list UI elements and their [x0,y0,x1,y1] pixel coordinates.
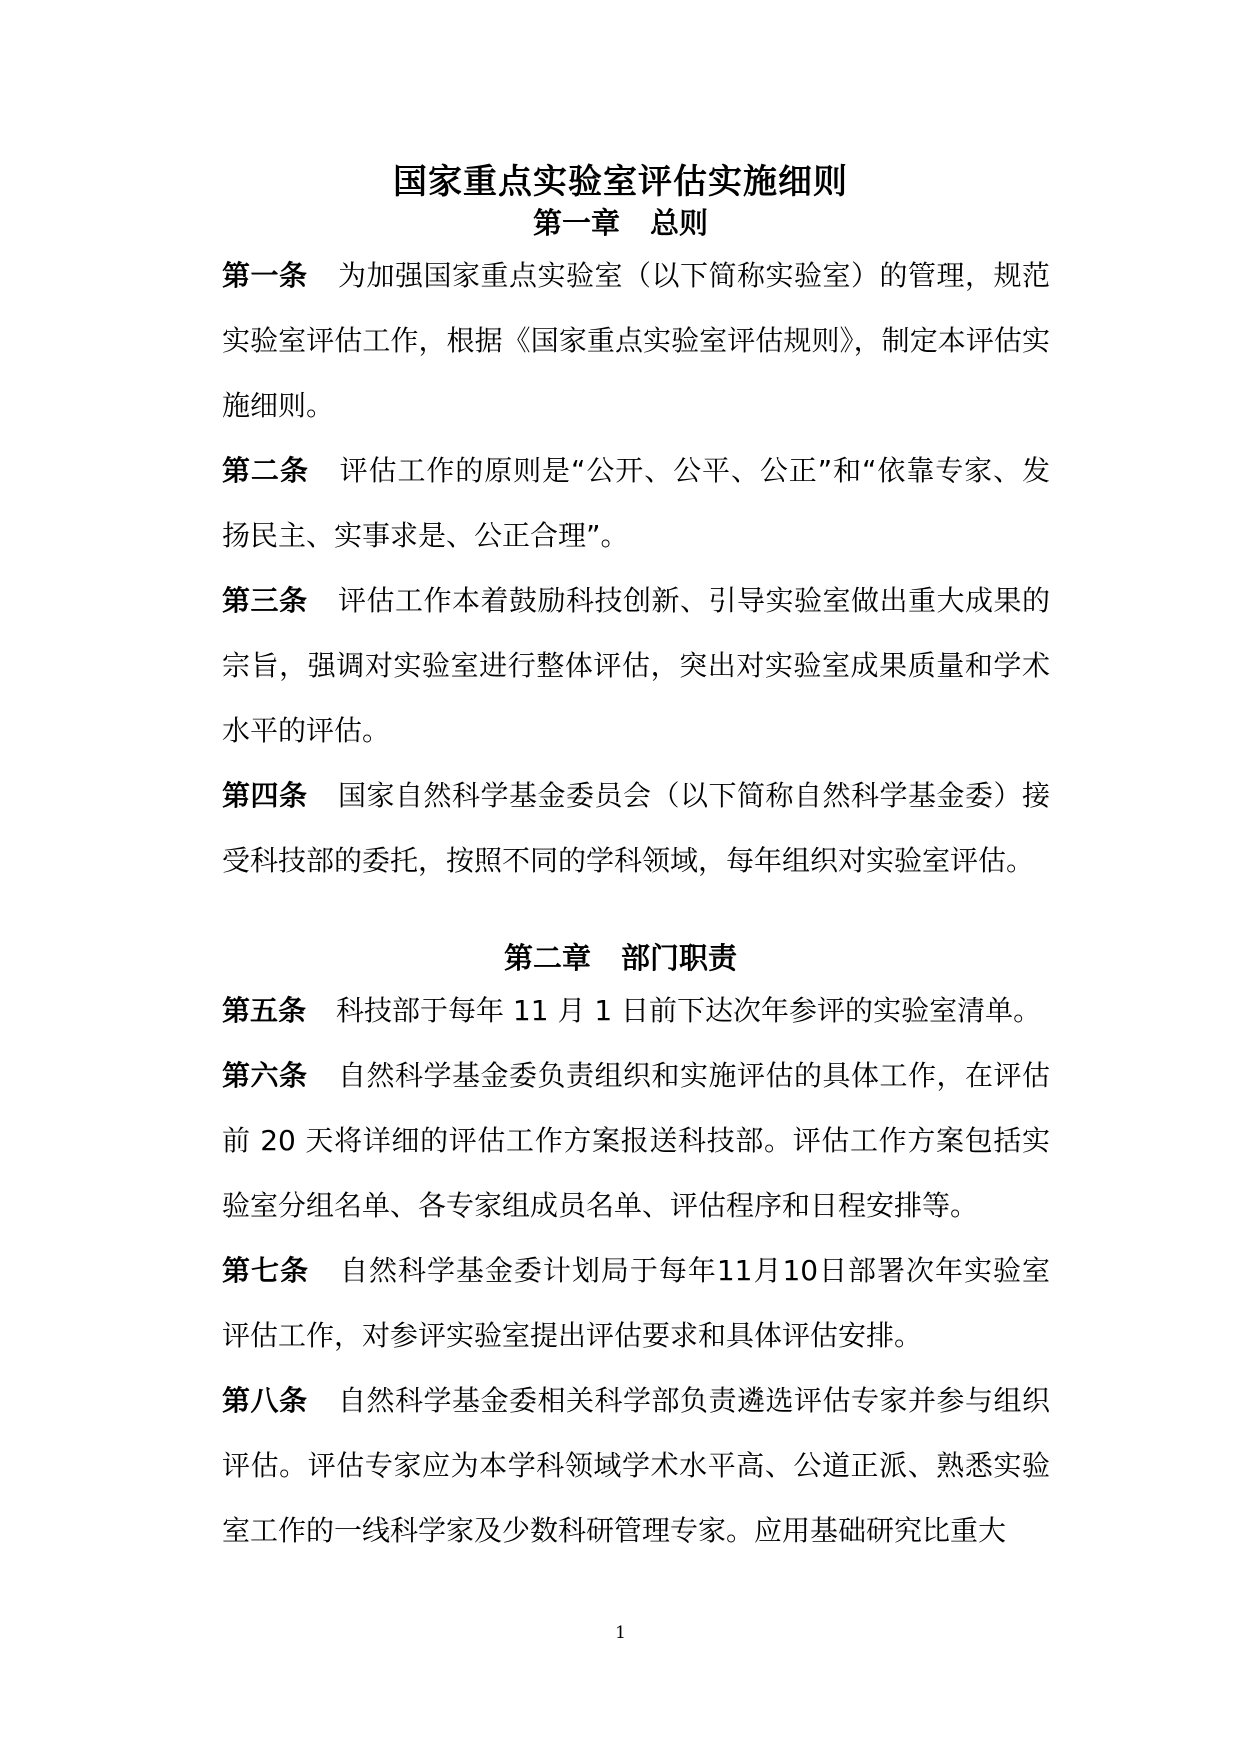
article-5-number: 第五条 [222,994,307,1027]
article-1 [222,243,1050,438]
chapter-2-heading [0,938,1241,978]
article-8 [222,1368,1050,1563]
article-3 [222,568,1050,763]
article-4-text: 国家自然科学基金委员会（以下简称自然科学基金委）接受科技部的委托，按照不同的学科领域，每年组织对实验室评估。 [222,779,1050,877]
article-6 [222,1043,1050,1238]
article-2-text: 评估工作的原则是“公开、公平、公正”和“依靠专家、发扬民主、实事求是、公正合理”。 [222,454,1050,552]
article-3-number: 第三条 [222,584,308,617]
chapter-1-name: 总则 [650,206,709,240]
article-2 [222,438,1050,568]
article-7 [222,1238,1050,1368]
article-1-number: 第一条 [222,259,308,292]
chapter-2-name: 部门职责 [621,941,738,975]
chapter-1-heading [0,203,1241,243]
page-number: 1 [615,1623,626,1643]
article-7-text: 自然科学基金委计划局于每年11月10日部署次年实验室评估工作，对参评实验室提出评估要求和具体评估安排。 [222,1254,1050,1352]
article-7-number: 第七条 [222,1254,309,1287]
chapter-1-number: 第一章 [532,206,620,240]
article-1-text: 为加强国家重点实验室（以下简称实验室）的管理，规范实验室评估工作，根据《国家重点实验室评估规则》，制定本评估实施细则。 [222,259,1050,422]
document-title: 国家重点实验室评估实施细则 [393,162,848,202]
article-4 [222,763,1050,893]
article-5 [222,978,1050,1043]
article-6-text: 自然科学基金委负责组织和实施评估的具体工作，在评估前 20 天将详细的评估工作方案报送科技部。评估工作方案包括实验室分组名单、各专家组成员名单、评估程序和日程安排等。 [222,1059,1050,1222]
article-8-number: 第八条 [222,1384,308,1417]
article-5-text: 科技部于每年 11 月 1 日前下达次年参评的实验室清单。 [336,994,1042,1027]
article-4-number: 第四条 [222,779,308,812]
article-6-number: 第六条 [222,1059,308,1092]
article-8-text: 自然科学基金委相关科学部负责遴选评估专家并参与组织评估。评估专家应为本学科领域学术水平高、公道正派、熟悉实验室工作的一线科学家及少数科研管理专家。应用基础研究比重大 [222,1384,1050,1547]
article-2-number: 第二条 [222,454,309,487]
chapter-2-number: 第二章 [503,941,591,975]
article-3-text: 评估工作本着鼓励科技创新、引导实验室做出重大成果的宗旨，强调对实验室进行整体评估，突出对实验室成果质量和学术水平的评估。 [222,584,1050,747]
